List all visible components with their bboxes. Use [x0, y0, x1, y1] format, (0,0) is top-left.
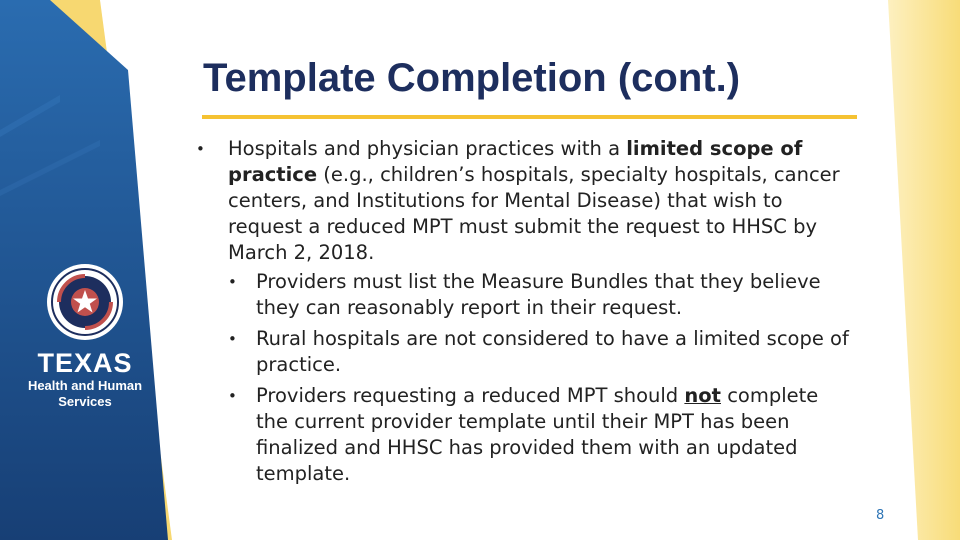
sub-bullet-3-text: Providers requesting a reduced MPT should [256, 384, 685, 407]
sub-bullet-1-text: Providers must list the Measure Bundles that they believe they can reasonably report in their request. [256, 270, 821, 319]
sub-bullet-1 [228, 269, 856, 321]
sub-bullet-3-rest: complete the current provider template until their MPT has been finalized and HHSC has provided them with an updated template. [256, 384, 819, 485]
page-number: 8 [876, 508, 885, 523]
bullet-dot-icon: • [228, 387, 237, 405]
sub-bullet-2 [228, 326, 856, 378]
sub-bullet-3 [228, 383, 856, 487]
hhs-logo [26, 262, 144, 410]
org-subtitle-line2: Services [58, 394, 112, 409]
bullet-main-text: Hospitals and physician practices with a [228, 137, 627, 160]
right-accent-panel [888, 0, 960, 540]
bullet-dot-icon: • [228, 330, 237, 348]
sub-bullet-3-underline: not [684, 384, 721, 407]
bullet-main-rest: (e.g., children’s hospitals, specialty hospitals, cancer centers, and Institutions for Mental Disease) that wish to request a reduced MPT must submit the request to HHSC by March 2, 2018. [228, 163, 840, 264]
bullet-dot-icon: • [196, 140, 205, 158]
sub-bullet-list [228, 269, 856, 487]
bullet-main-bold: limited scope of practice [228, 137, 803, 186]
bullet-main [196, 136, 856, 487]
bullet-list [196, 136, 856, 492]
sub-bullet-2-text: Rural hospitals are not considered to have a limited scope of practice. [256, 327, 849, 376]
texas-star-seal-icon [45, 262, 125, 342]
org-subtitle-line1: Health and Human [27, 378, 143, 393]
bullet-dot-icon: • [228, 273, 237, 291]
slide-title: Template Completion (cont.) [203, 56, 741, 100]
org-name: TEXAS [37, 348, 133, 378]
title-underline [202, 115, 857, 119]
